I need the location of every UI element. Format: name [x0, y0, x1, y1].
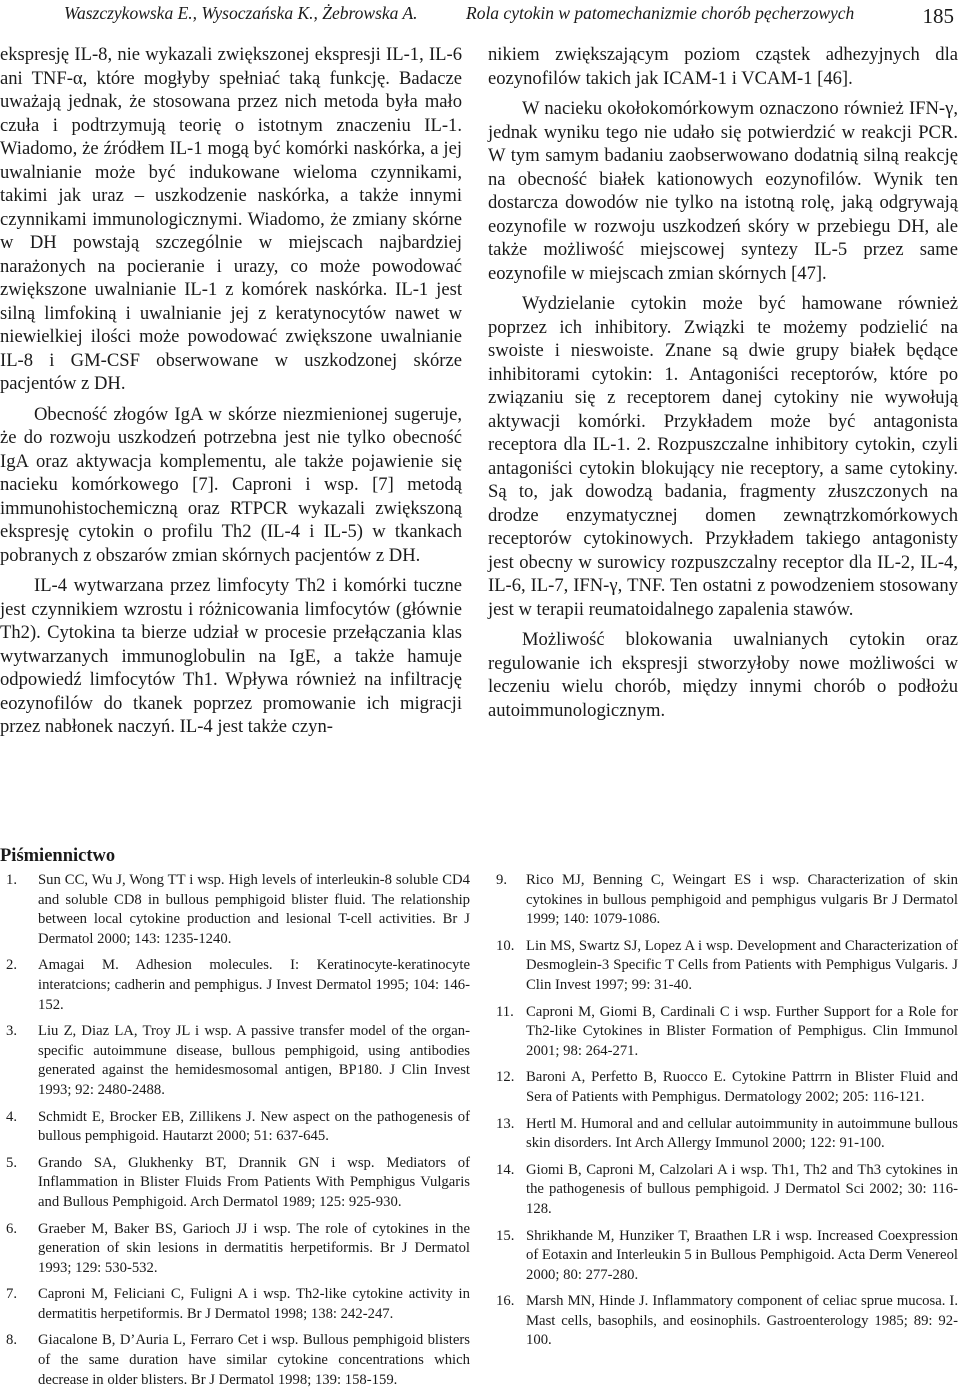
reference-text: Giacalone B, D’Auria L, Ferraro Cet i wsp. Bullous pemphigoid blisters of the same duration have similar cytokine concentrations which decrease in older blisters. Br J Dermatol 1998; 139: 158-159. [38, 1332, 470, 1388]
paragraph: Możliwość blokowania uwalnianych cytokin oraz regulowanie ich ekspresji stworzyłoby nowe możliwości w leczeniu wielu chorób, między innymi chorób o podłożu autoimmunologicznym. [488, 629, 958, 721]
running-header [0, 0, 960, 36]
reference-item [488, 1115, 958, 1154]
reference-text: Rico MJ, Benning C, Weingart ES i wsp. Characterization of skin cytokines in bullous pemphigoid and pemphigus vulgaris Br J Dermatol 1999; 140: 1079-1086. [526, 872, 958, 928]
reference-number: 6. [6, 1220, 18, 1237]
reference-number: 13. [496, 1115, 515, 1132]
paragraph: IL-4 wytwarzana przez limfocyty Th2 i komórki tuczne jest czynnikiem wzrostu i różnicowania limfocytów (głównie Th2). Cytokina ta bierze udział w procesie przełączania klas wytwarzanych immunoglobulin na IgE, a także hamuje odpowiedź limfocytów Th1. Wpływa również na infiltrację eozynofilów do tkanek poprzez promowanie ich migracji przez nabłonek naczyń. IL-4 jest także czyn- [0, 575, 462, 737]
reference-text: Baroni A, Perfetto B, Ruocco E. Cytokine Pattrrn in Blister Fluid and Sera of Patients with Pemphigus. Dermatology 2002; 205: 116-121. [526, 1069, 958, 1105]
reference-number: 16. [496, 1293, 515, 1310]
reference-item [488, 1227, 958, 1286]
reference-item [488, 1068, 958, 1107]
reference-item [0, 1285, 470, 1324]
reference-number: 5. [6, 1154, 18, 1171]
reference-number: 12. [496, 1069, 515, 1086]
reference-number: 9. [496, 872, 508, 888]
reference-number: 2. [6, 957, 18, 974]
reference-text: Liu Z, Diaz LA, Troy JL i wsp. A passive transfer model of the organ-specific autoimmune disease, bullous pemphigoid, using antibodies generated against the hemidesmosomal antigen, BP180. J Clin Invest 1993; 92: 2480-2488. [38, 1023, 470, 1098]
reference-text: Giomi B, Caproni M, Calzolari A i wsp. Th1, Th2 and Th3 cytokines in the pathogenesis of bullous pemphigoid. J Dermatol Sci 2002; 30: 116-128. [526, 1161, 958, 1217]
reference-number: 3. [6, 1023, 18, 1040]
paragraph: ekspresję IL-8, nie wykazali zwiększonej ekspresji IL-1, IL-6 ani TNF-α, które mogłyby spełniać taką funkcję. Badacze uważają jednak, że stosowana przez nich metoda była mało czuła i podtrzymują teorię o istotnym znaczeniu IL-1. Wiadomo, że źródłem IL-1 mogą być komórki naskórka, a jej uwalnianie może być indukowane wieloma czynnikami, takimi jak uraz – uszkodzenie naskórka, a także innymi czynnikami immunologicznymi. Wiadomo, że zmiany skórne w DH powstają szczególnie w miejscach najbardziej narażonych na pocieranie i urazy, co może powodować zwiększone uwalnianie IL-1 z komórek naskórka. IL-1 jest silną limfokiną i uwalnianie jej z keratynocytów nawet w niewielkiej ilości może powodować zwiększone uwalnianie IL-8 i GM-CSF obserwowane w uszkodzonej skórze pacjentów z DH. [0, 44, 462, 394]
references-list-right [488, 871, 958, 1358]
reference-number: 7. [6, 1286, 18, 1303]
reference-item [0, 1022, 470, 1100]
reference-text: Grando SA, Glukhenky BT, Drannik GN i wsp. Mediators of Inflammation in Blister Fluids From Patients With Pemphigus Vulgaris and Bullous Pemphigoid. Arch Dermatol 1989; 125: 925-930. [38, 1154, 470, 1210]
paragraph: nikiem zwiększającym poziom cząstek adhezyjnych dla eozynofilów takich jak ICAM-1 i VCAM-1 [46]. [488, 44, 958, 89]
reference-item [0, 1108, 470, 1147]
reference-text: Hertl M. Humoral and and cellular autoimmunity in autoimmune bullous skin disorders. Int Arch Allergy Immunol 2000; 122: 91-100. [526, 1115, 958, 1152]
paragraph: Obecność złogów IgA w skórze niezmienionej sugeruje, że do rozwoju uszkodzeń potrzebna jest nie tylko obecność IgA oraz aktywacja komplementu, ale także pojawienie się nacieku komórkowego [7]. Caproni i wsp. [7] metodą immunohistochemiczną oraz RTPCR wykazali zwiększoną ekspresję cytokin o profilu Th2 (IL-4 i IL-5) w tkankach pobranych z obszarów zmian skórnych pacjentów z DH. [0, 403, 462, 566]
reference-text: Graeber M, Baker BS, Garioch JJ i wsp. The role of cytokines in the generation of skin lesions in dermatitis herpetiformis. Br J Dermatol 1993; 129: 530-532. [38, 1220, 470, 1276]
reference-text: Lin MS, Swartz SJ, Lopez A i wsp. Development and Characterization of Desmoglein-3 Specific T Cells from Patients with Pemphigus Vulgaris. J Clin Invest 1997; 99: 31-40. [526, 937, 958, 993]
reference-text: Shrikhande M, Hunziker T, Braathen LR i wsp. Increased Coexpression of Eotaxin and Interleukin 5 in Bullous Pemphigoid. Acta Derm Venereol 2000; 80: 277-280. [526, 1227, 958, 1283]
reference-text: Caproni M, Feliciani C, Fuligni A i wsp. Th2-like cytokine activity in dermatitis herpetiformis. Br J Dermatol 1998; 138: 242-247. [38, 1286, 470, 1322]
paragraph: W nacieku okołokomórkowym oznaczono również IFN-γ, jednak wyniku tego nie udało się potwierdzić w reakcji PCR. W tym samym badaniu zaobserwowano dodatnią silną reakcję na obecność białek kationowych eozynofilów. Wynik ten dostarcza dowodów nie tylko na istotną rolę, jaką odgrywają eozynofile w rozwoju uszkodzeń skóry w przebiegu DH, ale także możliwość miejscowej syntezy IL-5 przez same eozynofile w miejscach zmian skórnych [47]. [488, 98, 958, 284]
reference-item [488, 1003, 958, 1062]
reference-number: 4. [6, 1108, 18, 1125]
reference-text: Sun CC, Wu J, Wong TT i wsp. High levels of interleukin-8 soluble CD4 and soluble CD8 in bullous pemphigoid blister fluid. The relationship between local cytokine production and lesional T-cell activities. Br J Dermatol 2000; 143: 1235-1240. [38, 872, 470, 947]
references-heading: Piśmiennictwo [0, 846, 116, 866]
reference-item [0, 956, 470, 1015]
header-title: Rola cytokin w patomechanizmie chorób pęcherzowych [466, 3, 855, 23]
right-text-column [488, 43, 958, 722]
reference-item [0, 1331, 470, 1390]
reference-item [488, 937, 958, 996]
reference-item [0, 871, 470, 949]
reference-item [0, 1154, 470, 1213]
reference-number: 1. [6, 872, 18, 888]
references-list-left [0, 871, 470, 1397]
header-authors: Waszczykowska E., Wysoczańska K., Żebrowska A. [64, 3, 418, 23]
reference-text: Amagai M. Adhesion molecules. I: Keratinocyte-keratinocyte interatcions; cadherin and pemphigus. J Invest Dermatol 1995; 104: 146-152. [38, 957, 470, 1013]
reference-text: Marsh MN, Hinde J. Inflammatory component of celiac sprue mucosa. I. Mast cells, basophils, and eosinophils. Gastroenterology 1985; 89: 92-100. [526, 1293, 958, 1349]
reference-number: 10. [496, 937, 515, 954]
reference-number: 8. [6, 1332, 18, 1349]
reference-number: 11. [496, 1003, 514, 1020]
reference-item [488, 1292, 958, 1351]
reference-item [488, 1161, 958, 1220]
reference-number: 14. [496, 1161, 515, 1178]
paragraph: Wydzielanie cytokin może być hamowane również poprzez ich inhibitory. Związki te możemy podzielić na swoiste i nieswoiste. Znane są dwie grupy białek będące inhibitorami cytokin: 1. Antagoniści receptorów, które po związaniu się z receptorem danej cytokiny nie wywołują aktywacji komórki. Przykładem może być antagonista receptora dla IL-1. 2. Rozpuszczalne inhibitory cytokin, czyli antagoniści cytokin blokujący nie receptory, a same cytokiny. Są to, jak dowodzą badania, fragmenty złuszczonych na drodze enzymatycznej domen zewnątrzkomórkowych receptorów cytokinowych. Przykładem takiego antagonisty jest obecny w surowicy rozpuszczalny receptor dla IL-2, IL-4, IL-6, IL-7, IFN-γ, TNF. Ten ostatni z powodzeniem stosowany jest w terapii reumatoidalnego zapalenia stawów. [488, 293, 958, 620]
reference-text: Caproni M, Giomi B, Cardinali C i wsp. Further Support for a Role for Th2-like Cytokines in Blister Formation of Pemphigus. Clin Immunol 2001; 98: 264-271. [526, 1003, 958, 1059]
reference-number: 15. [496, 1227, 515, 1244]
reference-item [0, 1220, 470, 1279]
reference-item [488, 871, 958, 930]
left-text-column [0, 43, 462, 739]
reference-text: Schmidt E, Brocker EB, Zillikens J. New aspect on the pathogenesis of bullous pemphigoid. Hautarzt 2000; 51: 637-645. [38, 1108, 470, 1145]
page-number: 185 [922, 4, 954, 28]
